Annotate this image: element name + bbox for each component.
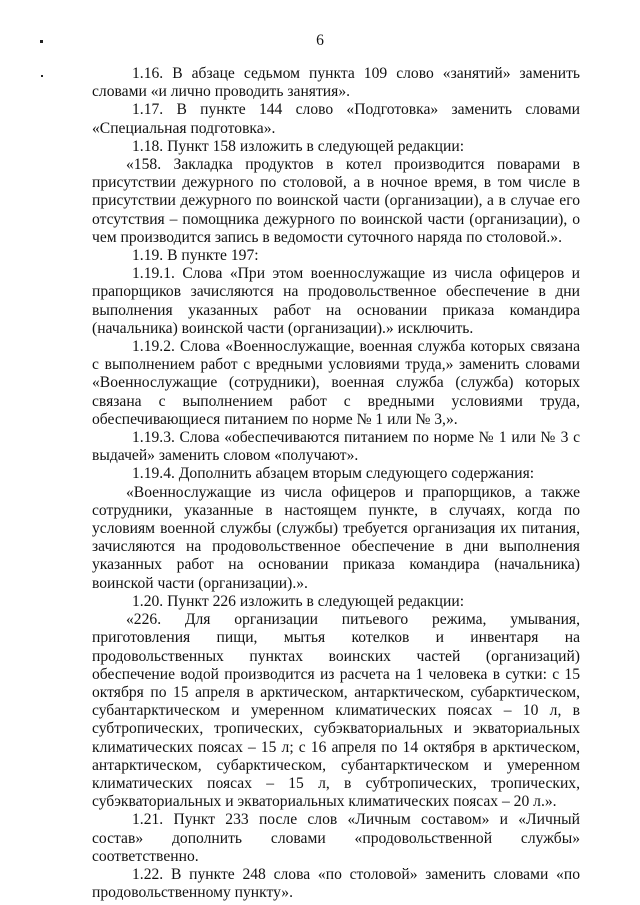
paragraph: 1.16. В абзаце седьмом пункта 109 слово «занятий» заменить словами «и лично проводить занятия». [92,65,580,101]
paragraph: 1.22. В пункте 248 слова «по столовой» заменить словами «по продовольственному пункту». [92,865,580,902]
page-number: 6 [316,32,324,49]
paragraph: 1.19.1. Слова «При этом военнослужащие из числа офицеров и прапорщиков зачисляются на продовольственное обеспечение в дни выполнения указанных работ на основании приказа командира (начальника) воинской части (организации).» исключить. [92,265,580,337]
paragraph: 1.19.3. Слова «обеспечиваются питанием по норме № 1 или № 3 с выдачей» заменить словом «получают». [92,429,580,465]
quoted-paragraph: «Военнослужащие из числа офицеров и прапорщиков, а также сотрудники, указанные в настоящем пункте, в случаях, когда по условиям военной службы (службы) требуется организация их питания, зачисляются на продовольственное обеспечение в дни выполнения указанных работ на основании приказа командира (начальника) воинской части (организации).». [92,483,580,592]
paragraph: 1.19.2. Слова «Военнослужащие, военная служба которых связана с выполнением работ с вредными условиями труда,» заменить словами «Военнослужащие (сотрудники), военная служба (служба) которых связана с выполнением работ с вредными условиями труда, обеспечивающиеся питанием по норме № 1 или № 3,». [92,338,580,428]
paragraph: 1.19.4. Дополнить абзацем вторым следующего содержания: [132,465,535,483]
paragraph: 1.18. Пункт 158 изложить в следующей редакции: [132,137,465,155]
quoted-paragraph: «226. Для организации питьевого режима, умывания, приготовления пищи, мытья котелков и инвентаря на продовольственных пунктах воинских частей (организаций) обеспечение водой производится из расчета на 1 человека в сутки: с 15 октября по 15 апреля в арктическом, антарктическом, субарктическом, субантарктическом и умеренном климатических поясах – 10 л, в субтропических, тропических, субэкваториальных и экваториальных климатических поясах – 15 л; с 16 апреля по 14 октября в арктическом, антарктическом, субарктическом, субантарктическом и умеренном климатических поясах – 15 л, в субтропических, тропических, субэкваториальных и экваториальных климатических поясах – 20 л.». [92,611,580,811]
paragraph: 1.19. В пункте 197: [132,247,259,265]
quoted-paragraph: «158. Закладка продуктов в котел производится поварами в присутствии дежурного по столовой, а в ночное время, в том числе в присутствии дежурного по воинской части (организации), а в случае его отсутствия – помощника дежурного по воинской части (организации), о чем производится запись в ведомости суточного наряда по столовой.». [92,156,580,246]
scan-speck [41,75,43,77]
paragraph: 1.20. Пункт 226 изложить в следующей редакции: [132,592,465,610]
document-body [92,65,580,902]
paragraph: 1.21. Пункт 233 после слов «Личным составом» и «Личный состав» дополнить словами «продовольственной службы» соответственно. [92,811,580,865]
paragraph: 1.17. В пункте 144 слово «Подготовка» заменить словами «Специальная подготовка». [92,101,580,137]
